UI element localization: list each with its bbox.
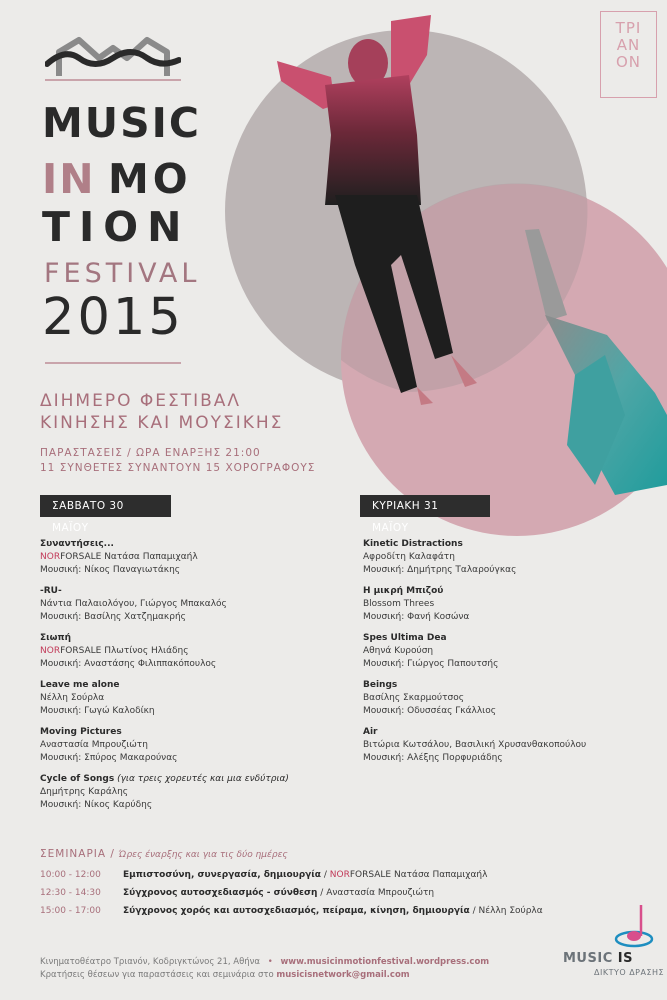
seminar-instructor: Αναστασία Μπρουζιώτη — [326, 888, 435, 898]
program-credit: Δημήτρης Καράλης — [40, 787, 129, 797]
music-is-word-1: MUSIC — [563, 951, 618, 966]
program-credit: Μουσική: Αλέξης Πορφυριάδης — [363, 753, 503, 763]
title-festival: FESTIVAL — [44, 258, 201, 289]
badge-line-1: ΤΡΙ — [615, 19, 642, 37]
festival-logo — [45, 36, 181, 82]
program-credit: Αφροδίτη Καλαφάτη — [363, 552, 455, 562]
seminar-time: 15:00 - 17:00 — [40, 906, 101, 916]
program-item — [40, 679, 340, 718]
program-title-text: Air — [363, 727, 378, 737]
program-title-text: Beings — [363, 680, 398, 690]
seminars-title: ΣΕΜΙΝΑΡΙΑ / — [40, 848, 115, 860]
sunday-program — [363, 538, 663, 773]
program-title-text: Συναντήσεις... — [40, 539, 114, 549]
headline-line-2: ΚΙΝΗΣΗΣ ΚΑΙ ΜΟΥΣΙΚΗΣ — [40, 413, 284, 433]
program-title — [363, 538, 663, 551]
program-title-text: Moving Pictures — [40, 727, 122, 737]
music-note-icon — [612, 903, 658, 949]
badge-line-2: ΑΝ — [616, 36, 641, 54]
seminar-row — [40, 869, 487, 882]
seminar-separator: / — [469, 906, 479, 916]
music-is-word-2: IS — [617, 951, 633, 966]
program-title-text: Cycle of Songs — [40, 774, 115, 784]
program-credit: Μουσική: Σπύρος Μακαρούνας — [40, 753, 178, 763]
title-music: MUSIC — [42, 99, 201, 147]
subheadline-line-1: ΠΑΡΑΣΤΑΣΕΙΣ / ΩΡΑ ΕΝΑΡΞΗΣ 21:00 — [40, 447, 261, 459]
program-title — [40, 585, 340, 598]
company-highlight: NOR — [329, 870, 350, 880]
music-is-wordmark — [563, 951, 633, 966]
saturday-program — [40, 538, 340, 820]
seminar-title: Εμπιστοσύνη, συνεργασία, δημιουργία — [123, 870, 321, 880]
day-saturday-badge: ΣΑΒΒΑΤΟ 30 ΜΑΪΟΥ — [40, 495, 171, 517]
program-title — [40, 773, 340, 786]
program-credit: Νάντια Παλαιολόγου, Γιώργος Μπακαλός — [40, 599, 227, 609]
program-title — [363, 679, 663, 692]
footer-address-line — [40, 957, 489, 967]
program-item — [40, 632, 340, 671]
program-credit: Blossom Threes — [363, 599, 435, 609]
seminar-separator: / — [317, 888, 327, 898]
program-item — [363, 726, 663, 765]
program-title — [363, 726, 663, 739]
program-title — [40, 726, 340, 739]
program-credit: Βιτώρια Κωτσάλου, Βασιλική Χρυσανθακοπούλου — [363, 740, 587, 750]
program-item — [40, 773, 340, 812]
seminar-time: 12:30 - 14:30 — [40, 888, 101, 898]
program-item — [40, 726, 340, 765]
seminar-title: Σύγχρονος αυτοσχεδιασμός - σύνθεση — [123, 888, 318, 898]
footer-address: Κινηματοθέατρο Τριανόν, Κοδριγκτώνος 21, Αθήνα — [40, 957, 261, 967]
program-title-text: Η μικρή Μπιζού — [363, 586, 444, 596]
program-credit: Μουσική: Αναστάσης Φιλιππακόπουλος — [40, 659, 217, 669]
seminar-instructor: FORSALE Νατάσα Παπαμιχαήλ — [349, 870, 488, 880]
program-credit: Μουσική: Βασίλης Χατζημακρής — [40, 612, 186, 622]
program-credit: Μουσική: Γωγώ Καλοδίκη — [40, 706, 155, 716]
trianon-badge — [600, 11, 657, 98]
title-year: 2015 — [42, 288, 184, 347]
title-rule-bottom — [45, 362, 181, 364]
program-credit: Μουσική: Φανή Κοσώνα — [363, 612, 470, 622]
company-highlight: NOR — [40, 552, 61, 562]
program-credit: Αναστασία Μπρουζιώτη — [40, 740, 148, 750]
title-in: IN — [42, 155, 96, 203]
footer-email-link[interactable]: musicisnetwork@gmail.com — [276, 970, 410, 980]
program-credit — [40, 645, 340, 658]
program-credit: Μουσική: Οδυσσέας Γκάλλιος — [363, 706, 497, 716]
seminar-instructor: Νέλλη Σούρλα — [478, 906, 543, 916]
program-credit — [40, 551, 340, 564]
company-highlight: NOR — [40, 646, 61, 656]
footer-website-link[interactable]: www.musicinmotionfestival.wordpress.com — [280, 957, 490, 967]
company-rest: FORSALE Πλωτίνος Ηλιάδης — [60, 646, 189, 656]
footer-booking: Κρατήσεις θέσεων για παραστάσεις και σεμινάρια στο — [40, 970, 274, 980]
seminar-separator: / — [321, 870, 330, 880]
program-credit: Μουσική: Νίκος Παναγιωτάκης — [40, 565, 181, 575]
seminar-time: 10:00 - 12:00 — [40, 870, 101, 880]
program-credit: Αθηνά Κυρούση — [363, 646, 434, 656]
program-credit: Μουσική: Νίκος Καρύδης — [40, 800, 153, 810]
footer-booking-line — [40, 970, 410, 980]
badge-line-3: ΟΝ — [615, 53, 642, 71]
seminar-row — [40, 905, 543, 918]
program-credit: Μουσική: Γιώργος Παπουτσής — [363, 659, 499, 669]
program-title-text: Σιωπή — [40, 633, 72, 643]
music-is-subtitle: ΔΙΚΤΥΟ ΔΡΑΣΗΣ — [594, 968, 665, 977]
program-title — [40, 538, 340, 551]
title-rule-top — [45, 79, 181, 81]
program-title-text: Kinetic Distractions — [363, 539, 463, 549]
program-title — [363, 585, 663, 598]
program-credit: Νέλλη Σούρλα — [40, 693, 105, 703]
program-credit: Μουσική: Δημήτρης Ταλαρούγκας — [363, 565, 517, 575]
program-item — [40, 538, 340, 577]
program-title — [363, 632, 663, 645]
subheadline-line-2: 11 ΣΥΝΘΕΤΕΣ ΣΥΝΑΝΤΟΥΝ 15 ΧΟΡΟΓΡΑΦΟΥΣ — [40, 462, 316, 474]
headline-line-1: ΔΙΗΜΕΡΟ ΦΕΣΤΙΒΑΛ — [40, 391, 242, 411]
program-title-text: -RU- — [40, 586, 62, 596]
program-item — [363, 538, 663, 577]
program-title-text: Leave me alone — [40, 680, 120, 690]
company-rest: FORSALE Νατάσα Παπαμιχαήλ — [60, 552, 198, 562]
program-item — [363, 679, 663, 718]
seminar-row — [40, 887, 434, 900]
seminars-heading — [40, 848, 288, 860]
day-sunday-badge: ΚΥΡΙΑΚΗ 31 ΜΑΪΟΥ — [360, 495, 490, 517]
program-credit: Βασίλης Σκαρμούτσος — [363, 693, 465, 703]
program-item — [363, 632, 663, 671]
program-title — [40, 632, 340, 645]
program-item — [40, 585, 340, 624]
title-tion: TION — [42, 203, 191, 251]
program-title — [40, 679, 340, 692]
footer-bullet: • — [267, 957, 273, 967]
title-mo: MO — [108, 155, 192, 203]
program-item — [363, 585, 663, 624]
program-title-text: Spes Ultima Dea — [363, 633, 447, 643]
program-title-note: (για τρεις χορευτές και μια ενδύτρια) — [114, 774, 289, 784]
seminar-title: Σύγχρονος χορός και αυτοσχεδιασμός, πείραμα, κίνηση, δημιουργία — [123, 906, 470, 916]
seminars-note: Ώρες έναρξης και για τις δύο ημέρες — [118, 850, 288, 860]
